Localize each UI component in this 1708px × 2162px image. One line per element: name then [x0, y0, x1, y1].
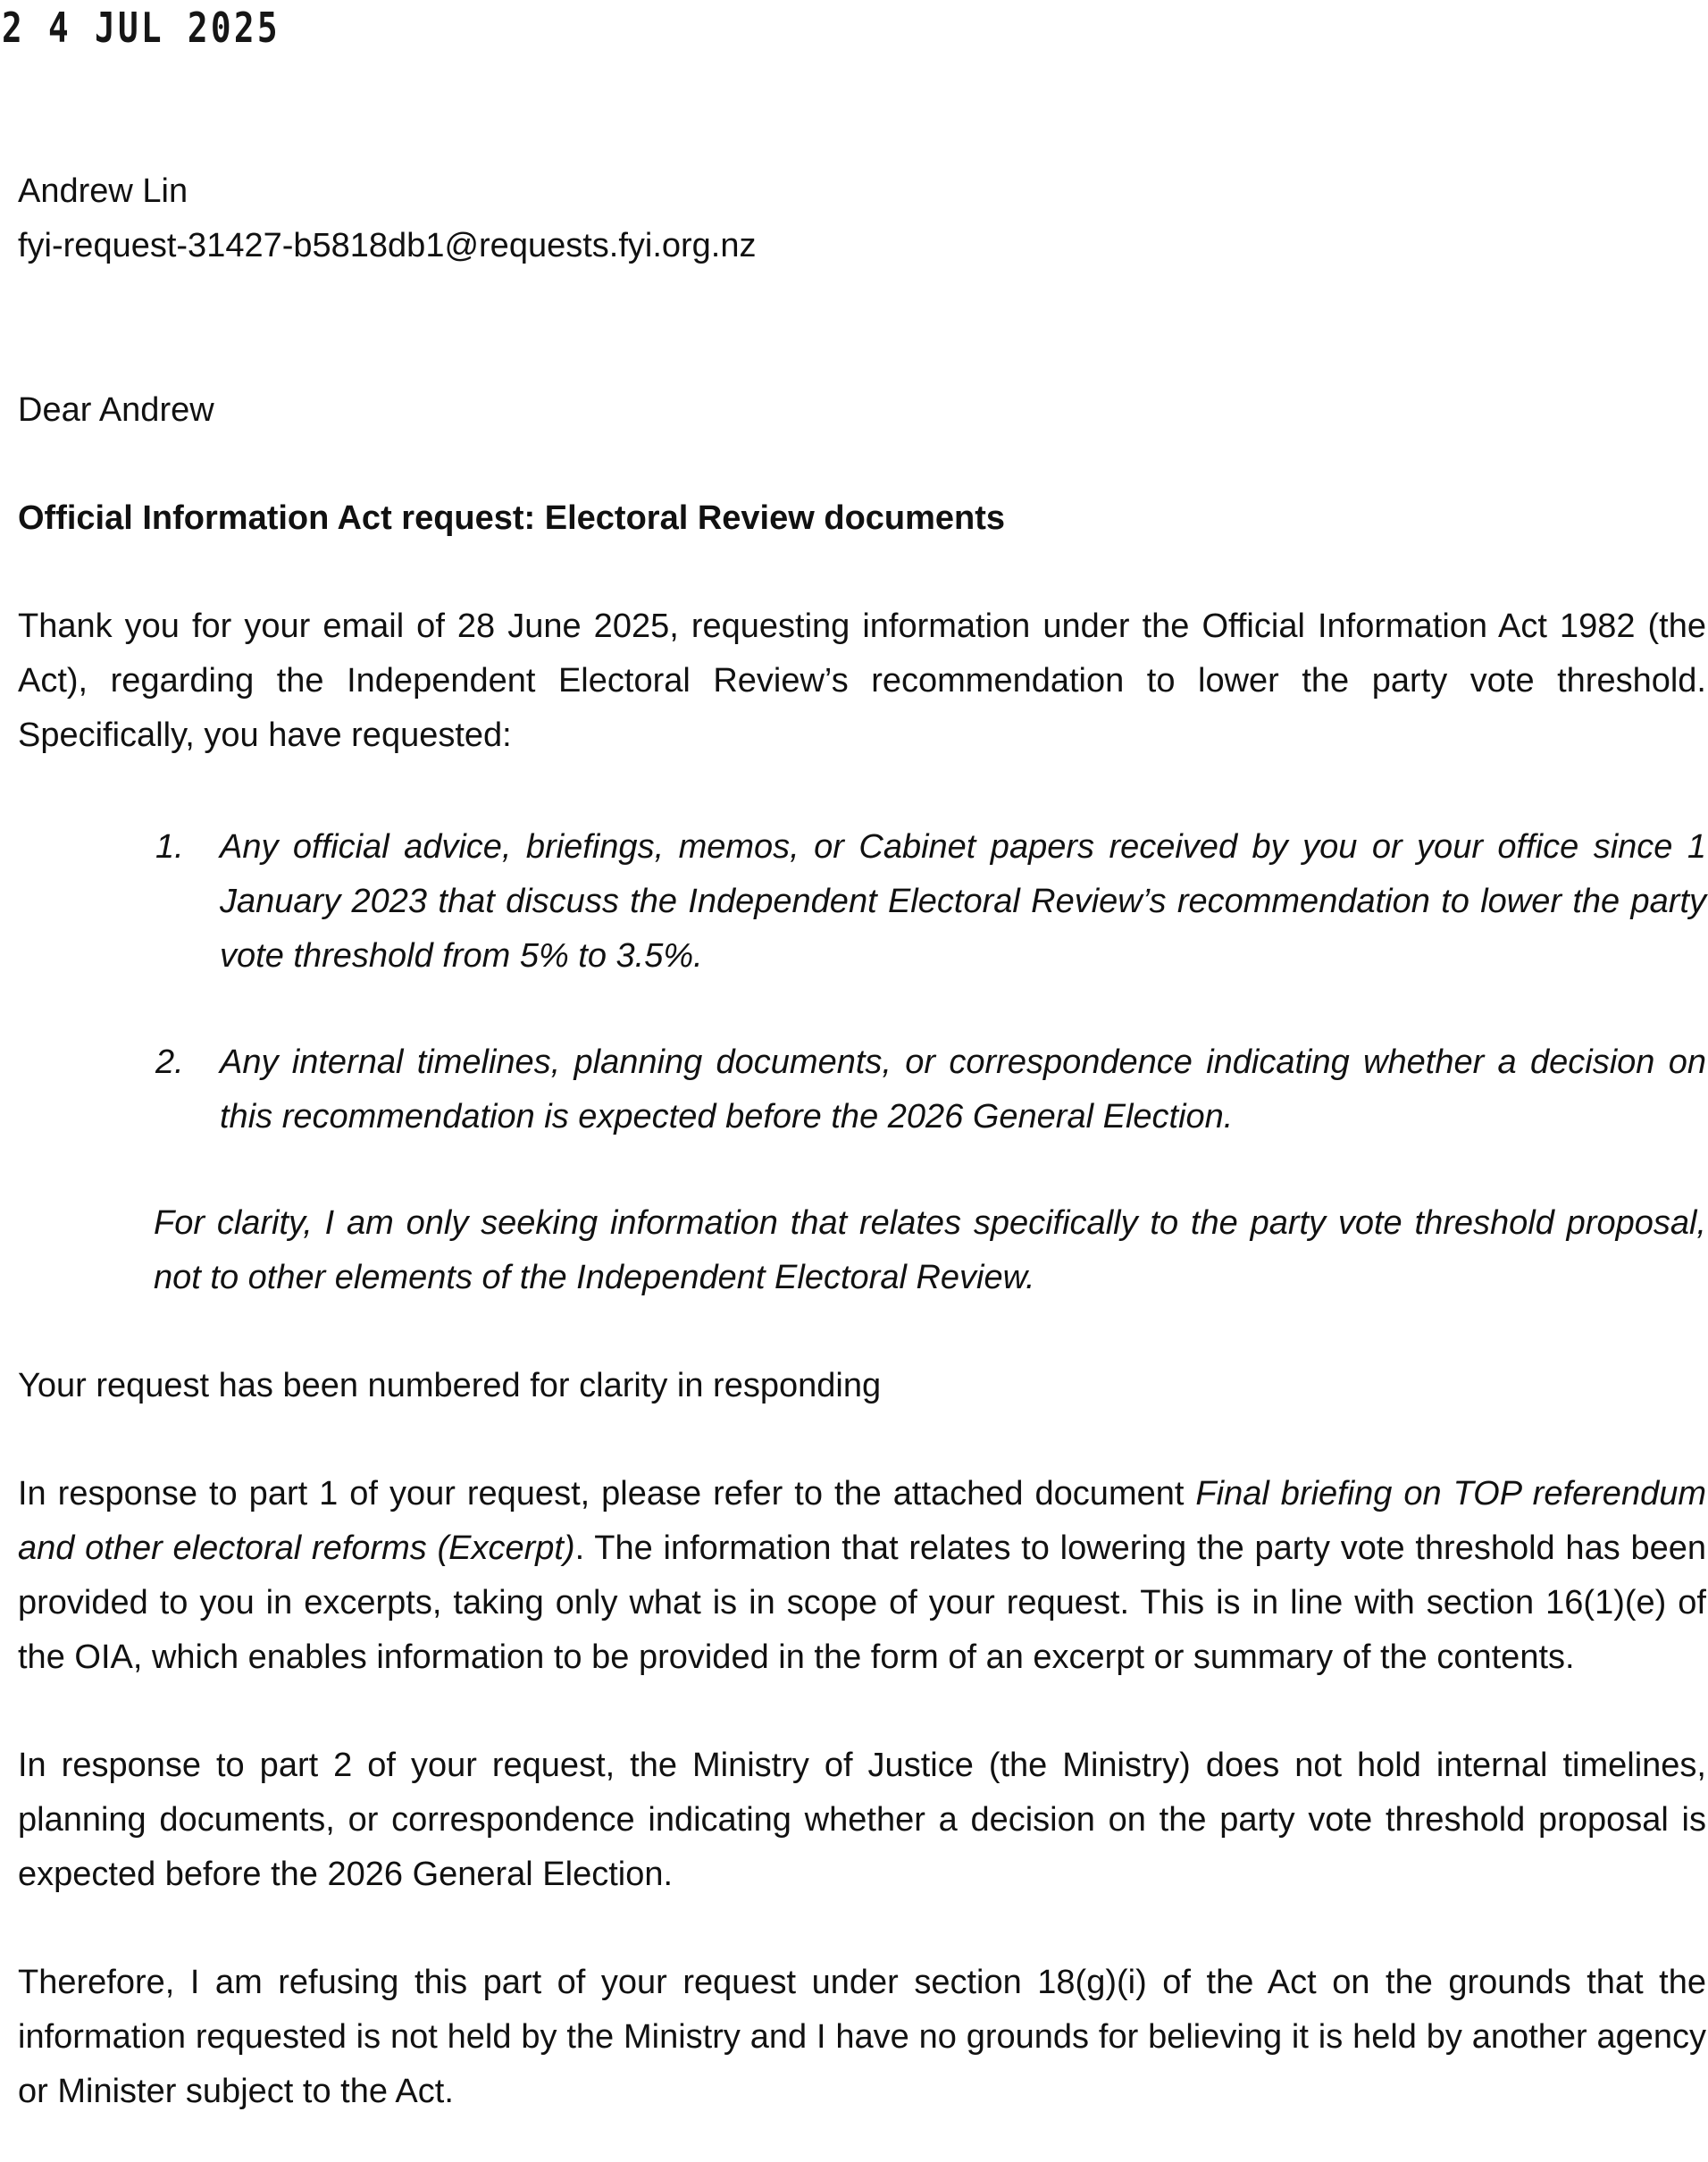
part2-response: In response to part 2 of your request, the Ministry of Justice (the Ministry) does not hold internal timelines, planning documents, or correspondence indicating whether a decision on the party vote threshold proposal is expected before the 2026 General Election. — [18, 1747, 1706, 1893]
subject-line: Official Information Act request: Electoral Review documents — [18, 499, 1006, 537]
clarity-note: For clarity, I am only seeking information that relates specifically to the party vote threshold proposal, not to other elements of the Independent Electoral Review. — [154, 1204, 1706, 1296]
numbered-note: Your request has been numbered for clarity in responding — [18, 1367, 882, 1404]
request-list — [18, 820, 1706, 1144]
request-item-text: Any internal timelines, planning documents, or correspondence indicating whether a decision on this recommendation is expected before the 2026 General Election. — [220, 1043, 1706, 1135]
refusal-paragraph: Therefore, I am refusing this part of your request under section 18(g)(i) of the Act on the grounds that the information requested is not held by the Ministry and I have no grounds for believing it is held by another agency or Minister subject to the Act. — [18, 1964, 1706, 2110]
intro-paragraph: Thank you for your email of 28 June 2025, requesting information under the Official Information Act 1982 (the Act), regarding the Independent Electoral Review’s recommendation to lower the party vote threshold. Specifically, you have requested: — [18, 608, 1706, 754]
request-item-number: 2. — [155, 1043, 184, 1081]
recipient-name: Andrew Lin — [18, 172, 188, 210]
part1-response — [18, 1467, 1706, 1685]
request-item-number: 1. — [155, 828, 184, 866]
recipient-block — [18, 164, 1706, 273]
letter-body — [18, 164, 1706, 2119]
part1-rest: . The information that relates to lowering the party vote threshold has been provided to you in excerpts, taking only what is in scope of your request. This is in line with section 16(1)(e) of the OIA, which enables information to be provided in the form of an excerpt or summary of the contents. — [18, 1529, 1706, 1676]
salutation: Dear Andrew — [18, 391, 214, 429]
request-item-text: Any official advice, briefings, memos, or Cabinet papers received by you or your office since 1 January 2023 that discuss the Independent Electoral Review’s recommendation to lower the party vote threshold from 5% to 3.5%. — [220, 828, 1706, 975]
part1-lead: In response to part 1 of your request, please refer to the attached document — [18, 1475, 1196, 1513]
attached-document-title: Final briefing on TOP referendum and other electoral reforms (Excerpt) — [18, 1475, 1706, 1567]
date-received-stamp: 2 4 JUL 2025 — [2, 4, 280, 52]
recipient-email: fyi-request-31427-b5818db1@requests.fyi.org.nz — [18, 227, 757, 264]
request-item — [18, 820, 1706, 984]
request-item — [18, 1035, 1706, 1144]
